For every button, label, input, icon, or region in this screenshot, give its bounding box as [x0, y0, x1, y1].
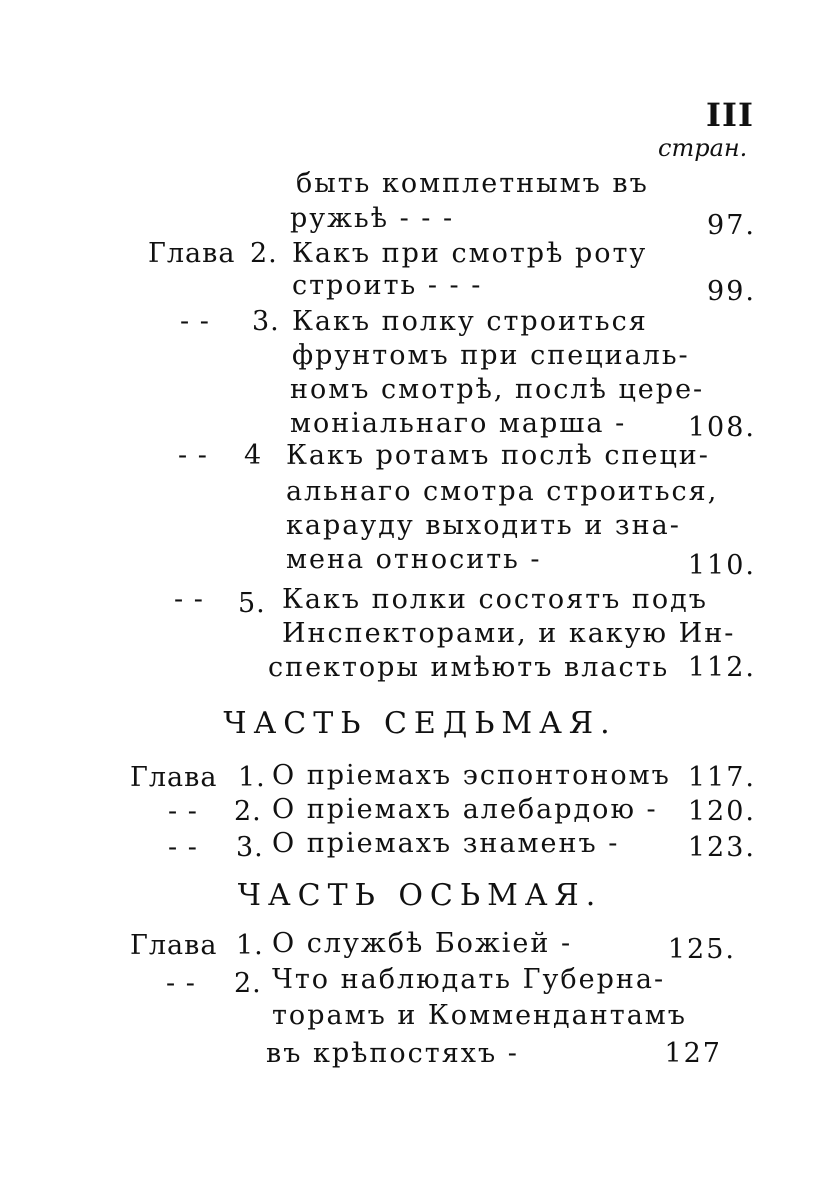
chapter-5-line-2: Инспекторами, и какую Ин- — [282, 618, 736, 649]
part8-chapter-1-page: 125. — [667, 934, 736, 965]
part7-chapter-2-label: - - — [168, 796, 198, 827]
chapter-5-line-1: Какъ полки состоятъ подъ — [282, 584, 708, 615]
part7-chapter-3-page: 123. — [687, 832, 756, 863]
page-number: III — [706, 96, 754, 134]
chapter-4-page: 110. — [687, 550, 756, 581]
chapter-3-page: 108. — [687, 412, 756, 443]
chapter-2-page: 99. — [707, 276, 756, 307]
chapter-3-label: - - — [180, 306, 210, 337]
chapter-3-line-4: моніальнаго марша - — [290, 408, 627, 439]
chapter-2-line-2: строить - - - — [292, 270, 483, 301]
part8-chapter-1-label: Глава — [130, 930, 218, 961]
part8-chapter-2-number: 2. — [234, 968, 262, 999]
part7-chapter-2-text: О пріемахъ алебардою - — [272, 794, 658, 825]
chapter-2-label: Глава — [148, 238, 236, 269]
part7-chapter-1-page: 117. — [687, 762, 756, 793]
chapter-4-number: 4 — [244, 440, 263, 471]
chapter-5-label: - - — [174, 584, 204, 615]
chapter-4-line-1: Какъ ротамъ послѣ специ- — [286, 440, 710, 471]
part8-chapter-2-line-3: въ крѣпостяхъ - — [266, 1038, 519, 1069]
chapter-3-line-3: номъ смотрѣ, послѣ цере- — [290, 374, 705, 405]
chapter-4-line-4: мена относить - — [286, 544, 542, 575]
chapter-3-number: 3. — [252, 306, 280, 337]
chapter-3-line-2: фрунтомъ при специаль- — [292, 340, 690, 371]
chapter-2-line-1: Какъ при смотрѣ роту — [292, 238, 648, 269]
part7-chapter-2-page: 120. — [687, 796, 756, 827]
part8-chapter-1-line-1: О службѣ Божіей - — [272, 928, 573, 959]
part7-chapter-2-number: 2. — [234, 796, 262, 827]
chapter-4-line-3: карауду выходить и зна- — [286, 510, 681, 541]
chapter-3-line-1: Какъ полку строиться — [292, 306, 648, 337]
part8-chapter-2-page: 127 — [664, 1038, 722, 1069]
continuation-line-2: ружьѣ - - - — [290, 203, 455, 234]
chapter-5-page: 112. — [687, 652, 756, 683]
part8-chapter-1-number: 1. — [236, 930, 264, 961]
part7-chapter-3-label: - - — [168, 832, 198, 863]
part7-chapter-1-label: Глава — [130, 762, 218, 793]
part7-chapter-1-text: О пріемахъ эспонтономъ — [272, 760, 671, 791]
part8-chapter-2-line-2: торамъ и Коммендантамъ — [272, 1000, 687, 1031]
continuation-line-1: быть комплетнымъ въ — [296, 168, 649, 199]
part-8-title: ЧАСТЬ ОСЬМАЯ. — [237, 878, 603, 913]
column-label: стран. — [658, 134, 748, 162]
part8-chapter-2-line-1: Что наблюдать Губерна- — [272, 964, 666, 995]
part7-chapter-3-text: О пріемахъ знаменъ - — [272, 828, 620, 859]
chapter-2-number: 2. — [250, 238, 278, 269]
continuation-page: 97. — [707, 210, 756, 241]
chapter-5-line-3: спекторы имѣютъ власть — [268, 652, 670, 683]
part-7-title: ЧАСТЬ СЕДЬМАЯ. — [223, 706, 617, 741]
part8-chapter-2-label: - - — [166, 968, 196, 999]
chapter-4-label: - - — [178, 440, 208, 471]
part7-chapter-3-number: 3. — [236, 832, 264, 863]
chapter-4-line-2: альнаго смотра строиться, — [286, 476, 719, 507]
part7-chapter-1-number: 1. — [238, 762, 266, 793]
chapter-5-number: 5. — [238, 588, 266, 619]
